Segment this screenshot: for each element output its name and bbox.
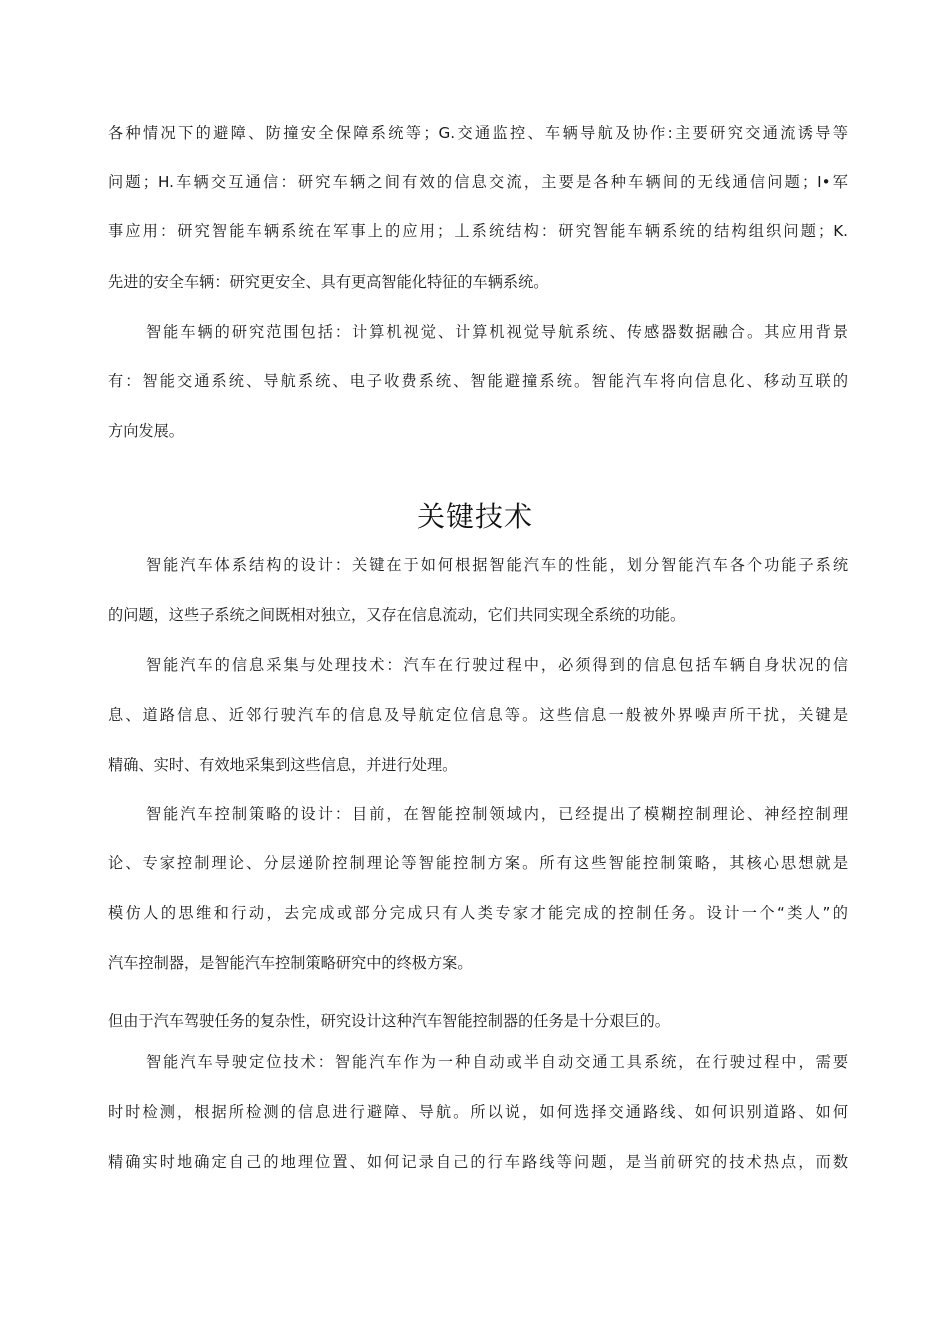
body-line: 精确、实时、有效地采集到这些信息，并进行处理。 <box>108 756 458 774</box>
body-line: 但由于汽车驾驶任务的复杂性，研究设计这种汽车智能控制器的任务是十分艰巨的。 <box>108 1012 670 1030</box>
body-line: 事应用：研究智能车辆系统在军事上的应用；丄系统结构：研究智能车辆系统的结构组织问题；K. <box>108 222 848 240</box>
body-line: 精确实时地确定自己的地理位置、如何记录自己的行车路线等问题，是当前研究的技术热点，而数 <box>108 1153 848 1171</box>
body-line: 方向发展。 <box>108 422 184 440</box>
body-line: 智能汽车导驶定位技术：智能汽车作为一种自动或半自动交通工具系统，在行驶过程中，需要 <box>146 1053 848 1071</box>
body-line: 的问题，这些子系统之间既相对独立，又存在信息流动，它们共同实现全系统的功能。 <box>108 606 686 624</box>
body-line: 模仿人的思维和行动，去完成或部分完成只有人类专家才能完成的控制任务。设计一个“类人”的 <box>108 904 848 922</box>
body-line: 有：智能交通系统、导航系统、电子收费系统、智能避撞系统。智能汽车将向信息化、移动互联的 <box>108 372 848 390</box>
body-line: 智能汽车控制策略的设计：目前，在智能控制领域内，已经提出了模糊控制理论、神经控制理 <box>146 805 848 823</box>
body-line: 息、道路信息、近邻行驶汽车的信息及导航定位信息等。这些信息一般被外界噪声所干扰，关键是 <box>108 706 848 724</box>
body-line: 各种情况下的避障、防撞安全保障系统等；G.交通监控、车辆导航及协作:主要研究交通流诱导等 <box>108 124 848 142</box>
body-line: 论、专家控制理论、分层递阶控制理论等智能控制方案。所有这些智能控制策略，其核心思想就是 <box>108 854 848 872</box>
body-line: 智能汽车体系结构的设计：关键在于如何根据智能汽车的性能，划分智能汽车各个功能子系统 <box>146 556 848 574</box>
section-heading: 关键技术 <box>416 500 533 533</box>
body-line: 智能车辆的研究范围包括：计算机视觉、计算机视觉导航系统、传感器数据融合。其应用背景 <box>146 323 848 341</box>
body-line: 问题；H.车辆交互通信：研究车辆之间有效的信息交流，主要是各种车辆间的无线通信问题；I•军 <box>108 173 848 191</box>
body-line: 时时检测，根据所检测的信息进行避障、导航。所以说，如何选择交通路线、如何识别道路、如何 <box>108 1103 848 1121</box>
body-line: 智能汽车的信息采集与处理技术：汽车在行驶过程中，必须得到的信息包括车辆自身状况的信 <box>146 656 848 674</box>
body-line: 汽车控制器，是智能汽车控制策略研究中的终极方案。 <box>108 954 473 972</box>
body-line: 先进的安全车辆：研究更安全、具有更高智能化特征的车辆系统。 <box>108 273 549 291</box>
